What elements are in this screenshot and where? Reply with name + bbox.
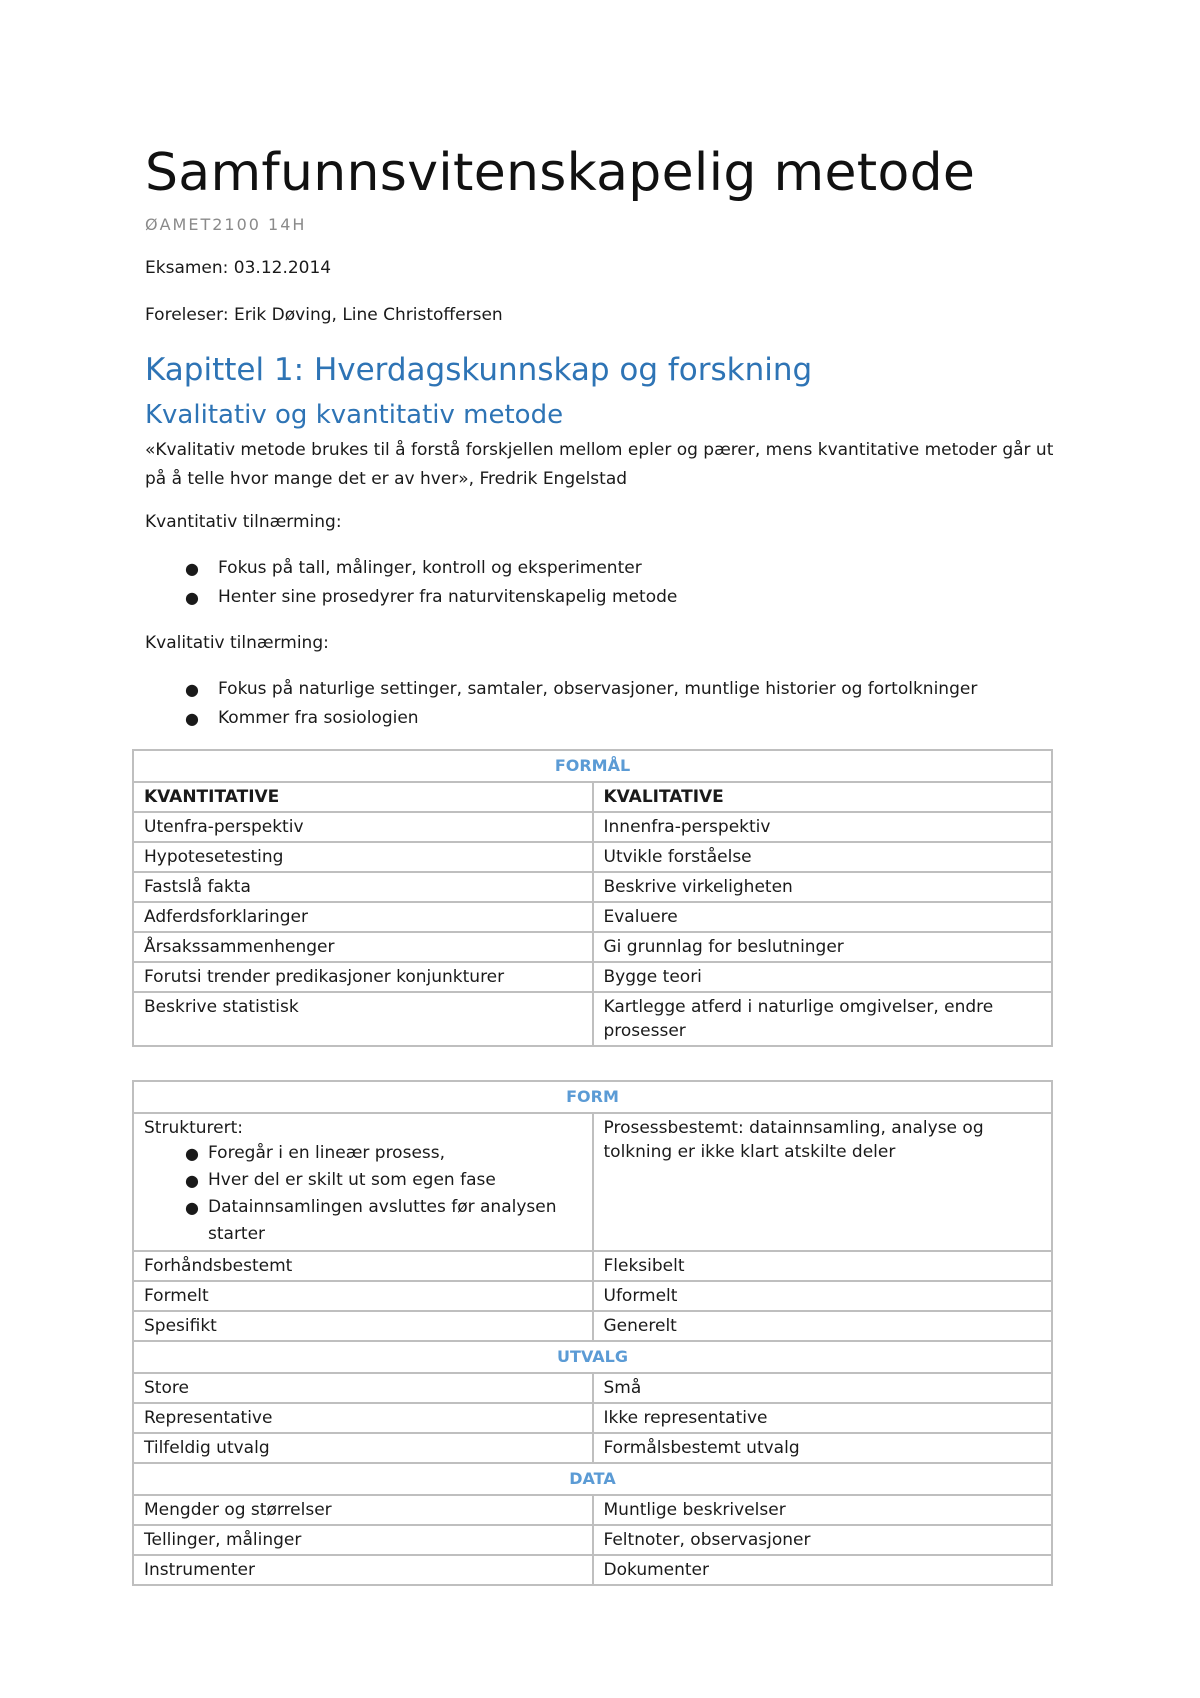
table-cell: Mengder og størrelser bbox=[133, 1495, 593, 1525]
table-cell: Feltnoter, observasjoner bbox=[593, 1525, 1053, 1555]
table-row bbox=[133, 1311, 1052, 1341]
qual-label: Kvalitativ tilnærming: bbox=[145, 633, 329, 653]
qual-bullet-list bbox=[145, 675, 977, 733]
table-cell: Små bbox=[593, 1373, 1053, 1403]
table-cell: Fastslå fakta bbox=[133, 872, 593, 902]
table-row bbox=[133, 932, 1052, 962]
table-cell: Generelt bbox=[593, 1311, 1053, 1341]
table-row bbox=[133, 842, 1052, 872]
list-item-text: Hver del er skilt ut som egen fase bbox=[208, 1170, 496, 1190]
table-cell: Beskrive statistisk bbox=[133, 992, 593, 1046]
table-cell: Forhåndsbestemt bbox=[133, 1251, 593, 1281]
table-row bbox=[133, 1251, 1052, 1281]
lecturers: Foreleser: Erik Døving, Line Christoffersen bbox=[145, 305, 503, 325]
table-row bbox=[133, 902, 1052, 932]
form-sample-data-table bbox=[132, 1080, 1053, 1586]
quant-label: Kvantitativ tilnærming: bbox=[145, 512, 342, 532]
list-item bbox=[145, 704, 977, 733]
bullet-icon: ● bbox=[185, 1144, 199, 1163]
section-heading: Kvalitativ og kvantitativ metode bbox=[145, 400, 564, 430]
table-row bbox=[133, 962, 1052, 992]
column-header-qualitative: KVALITATIVE bbox=[593, 782, 1053, 812]
section-label-formal: FORMÅL bbox=[133, 750, 1052, 782]
bullet-icon: ● bbox=[185, 680, 199, 699]
section-label-utvalg: UTVALG bbox=[133, 1341, 1052, 1373]
list-item bbox=[145, 583, 677, 612]
list-item bbox=[144, 1194, 582, 1248]
table-row bbox=[133, 1555, 1052, 1585]
table-cell: Tellinger, målinger bbox=[133, 1525, 593, 1555]
table-cell: Kartlegge atferd i naturlige omgivelser, endre prosesser bbox=[593, 992, 1053, 1046]
list-item-text: Datainnsamlingen avsluttes før analysen starter bbox=[208, 1197, 557, 1244]
table-cell: Store bbox=[133, 1373, 593, 1403]
purpose-table bbox=[132, 749, 1053, 1047]
table-cell: Fleksibelt bbox=[593, 1251, 1053, 1281]
table-cell: Tilfeldig utvalg bbox=[133, 1433, 593, 1463]
table-row bbox=[133, 1403, 1052, 1433]
table-cell: Formålsbestemt utvalg bbox=[593, 1433, 1053, 1463]
bullet-icon: ● bbox=[185, 1198, 199, 1217]
table-header-row bbox=[133, 782, 1052, 812]
table-cell: Beskrive virkeligheten bbox=[593, 872, 1053, 902]
table-cell: Formelt bbox=[133, 1281, 593, 1311]
list-item-text: Henter sine prosedyrer fra naturvitenskapelig metode bbox=[218, 587, 678, 607]
table-cell: Utenfra-perspektiv bbox=[133, 812, 593, 842]
table-section-row bbox=[133, 750, 1052, 782]
table-cell: Bygge teori bbox=[593, 962, 1053, 992]
table-cell: Ikke representative bbox=[593, 1403, 1053, 1433]
list-item-text: Foregår i en lineær prosess, bbox=[208, 1143, 446, 1163]
structured-cell bbox=[133, 1113, 593, 1251]
table-row bbox=[133, 1525, 1052, 1555]
table-cell: Gi grunnlag for beslutninger bbox=[593, 932, 1053, 962]
table-cell: Dokumenter bbox=[593, 1555, 1053, 1585]
table-cell: Evaluere bbox=[593, 902, 1053, 932]
table-section-row bbox=[133, 1081, 1052, 1113]
table-section-row bbox=[133, 1341, 1052, 1373]
table-section-row bbox=[133, 1463, 1052, 1495]
exam-date: Eksamen: 03.12.2014 bbox=[145, 258, 332, 278]
table-cell: Instrumenter bbox=[133, 1555, 593, 1585]
structured-bullet-list bbox=[144, 1140, 582, 1248]
list-item-text: Fokus på naturlige settinger, samtaler, observasjoner, muntlige historier og fortolkninger bbox=[218, 679, 978, 699]
table-cell: Forutsi trender predikasjoner konjunkturer bbox=[133, 962, 593, 992]
structured-label: Strukturert: bbox=[144, 1118, 243, 1138]
section-label-form: FORM bbox=[133, 1081, 1052, 1113]
document-subtitle: ØAMET2100 14H bbox=[145, 215, 307, 234]
table-cell: Innenfra-perspektiv bbox=[593, 812, 1053, 842]
table-row bbox=[133, 1433, 1052, 1463]
process-cell: Prosessbestemt: datainnsamling, analyse og tolkning er ikke klart atskilte deler bbox=[593, 1113, 1053, 1251]
list-item bbox=[144, 1140, 582, 1167]
table-row bbox=[133, 872, 1052, 902]
table-cell: Uformelt bbox=[593, 1281, 1053, 1311]
bullet-icon: ● bbox=[185, 559, 199, 578]
section-label-data: DATA bbox=[133, 1463, 1052, 1495]
bullet-icon: ● bbox=[185, 709, 199, 728]
quote-paragraph: «Kvalitativ metode brukes til å forstå forskjellen mellom epler og pærer, mens kvantitative metoder går ut på å telle hvor mange det er av hver», Fredrik Engelstad bbox=[145, 440, 1054, 489]
quant-bullet-list bbox=[145, 554, 677, 612]
list-item bbox=[145, 675, 977, 704]
column-header-quantitative: KVANTITATIVE bbox=[133, 782, 593, 812]
table-row bbox=[133, 812, 1052, 842]
table-cell: Spesifikt bbox=[133, 1311, 593, 1341]
table-row bbox=[133, 1281, 1052, 1311]
bullet-icon: ● bbox=[185, 1171, 199, 1190]
document-title: Samfunnsvitenskapelig metode bbox=[145, 143, 976, 203]
table-row bbox=[133, 992, 1052, 1046]
table-cell: Utvikle forståelse bbox=[593, 842, 1053, 872]
table-cell: Representative bbox=[133, 1403, 593, 1433]
list-item bbox=[145, 554, 677, 583]
table-row bbox=[133, 1495, 1052, 1525]
table-cell: Hypotesetesting bbox=[133, 842, 593, 872]
list-item-text: Fokus på tall, målinger, kontroll og eksperimenter bbox=[218, 558, 642, 578]
list-item bbox=[144, 1167, 582, 1194]
list-item-text: Kommer fra sosiologien bbox=[218, 708, 419, 728]
bullet-icon: ● bbox=[185, 588, 199, 607]
table-cell: Årsakssammenhenger bbox=[133, 932, 593, 962]
table-cell: Muntlige beskrivelser bbox=[593, 1495, 1053, 1525]
table-cell: Adferdsforklaringer bbox=[133, 902, 593, 932]
table-row bbox=[133, 1373, 1052, 1403]
chapter-heading: Kapittel 1: Hverdagskunnskap og forskning bbox=[145, 352, 813, 388]
table-row bbox=[133, 1113, 1052, 1251]
